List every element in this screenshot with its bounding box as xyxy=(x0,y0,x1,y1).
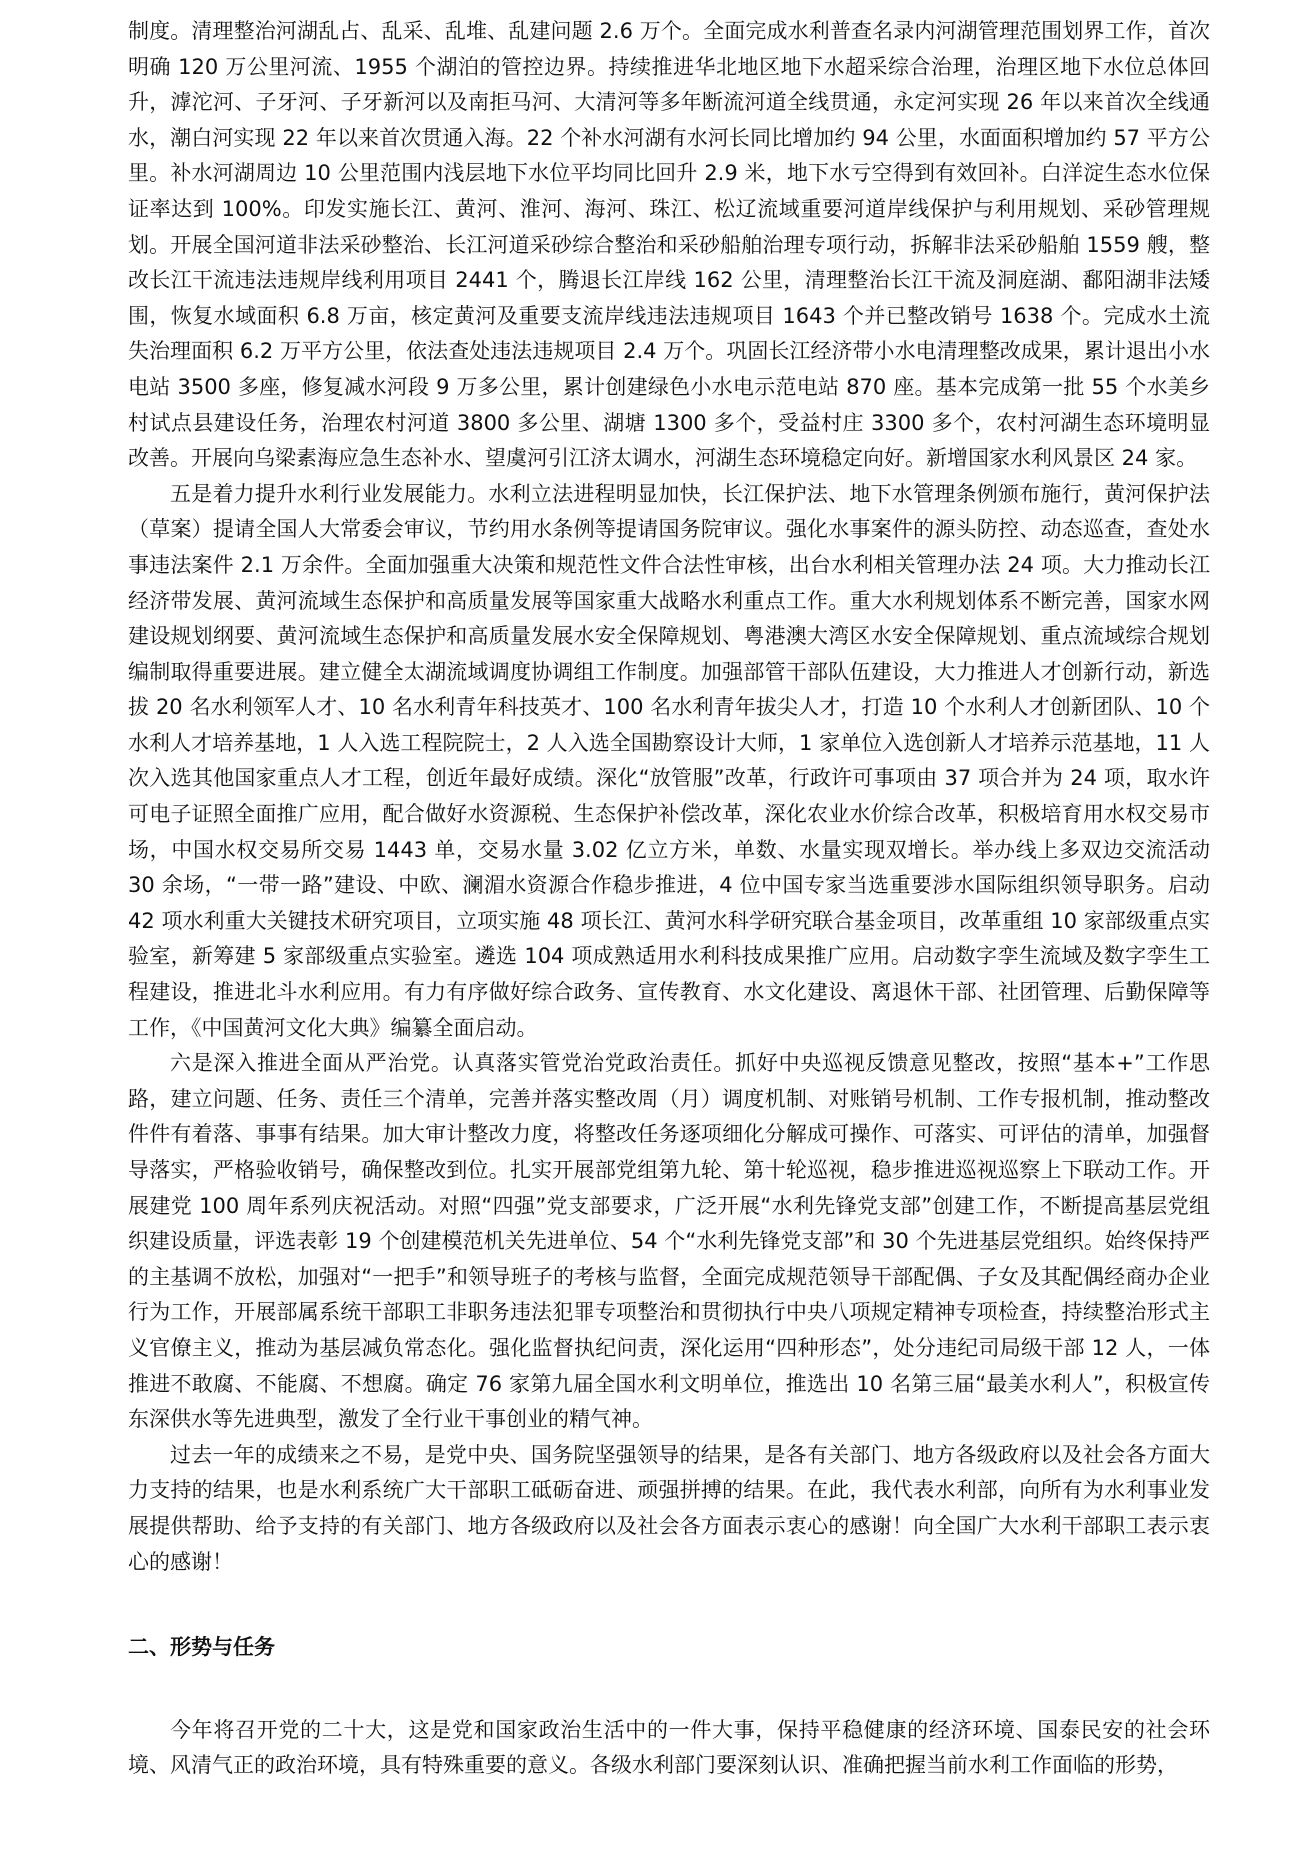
paragraph-industry-capacity: 五是着力提升水利行业发展能力。水利立法进程明显加快，长江保护法、地下水管理条例颁布施行，黄河保护法（草案）提请全国人大常委会审议，节约用水条例等提请国务院审议。强化水事案件的源头防控、动态巡查，查处水事违法案件 2.1 万余件。全面加强重大决策和规范性文件合法性审核，出台水利相关管理办法 24 项。大力推动长江经济带发展、黄河流域生态保护和高质量发展等国家重大战略水利重点工作。重大水利规划体系不断完善，国家水网建设规划纲要、黄河流域生态保护和高质量发展水安全保障规划、粤港澳大湾区水安全保障规划、重点流域综合规划编制取得重要进展。建立健全太湖流域调度协调组工作制度。加强部管干部队伍建设，大力推进人才创新行动，新选拔 20 名水利领军人才、10 名水利青年科技英才、100 名水利青年拔尖人才，打造 10 个水利人才创新团队、10 个水利人才培养基地，1 人入选工程院院士，2 人入选全国勘察设计大师，1 家单位入选创新人才培养示范基地，11 人次入选其他国家重点人才工程，创近年最好成绩。深化“放管服”改革，行政许可事项由 37 项合并为 24 项，取水许可电子证照全面推广应用，配合做好水资源税、生态保护补偿改革，深化农业水价综合改革，积极培育用水权交易市场，中国水权交易所交易 1443 单，交易水量 3.02 亿立方米，单数、水量实现双增长。举办线上多双边交流活动 30 余场，“一带一路”建设、中欧、澜湄水资源合作稳步推进，4 位中国专家当选重要涉水国际组织领导职务。启动 42 项水利重大关键技术研究项目，立项实施 48 项长江、黄河水科学研究联合基金项目，改革重组 10 家部级重点实验室，新筹建 5 家部级重点实验室。遴选 104 项成熟适用水利科技成果推广应用。启动数字孪生流域及数字孪生工程建设，推进北斗水利应用。有力有序做好综合政务、宣传教育、水文化建设、离退休干部、社团管理、后勤保障等工作，《中国黄河文化大典》编纂全面启动。 xyxy=(128,481,1210,1040)
paragraph-situation-tasks: 今年将召开党的二十大，这是党和国家政治生活中的一件大事，保持平稳健康的经济环境、国泰民安的社会环境、风清气正的政治环境，具有特殊重要的意义。各级水利部门要深刻认识、准确把握当前水利工作面临的形势， xyxy=(128,1717,1210,1778)
section-heading: 二、形势与任务 xyxy=(128,1635,275,1660)
paragraph-river-lake-governance: 制度。清理整治河湖乱占、乱采、乱堆、乱建问题 2.6 万个。全面完成水利普查名录内河湖管理范围划界工作，首次明确 120 万公里河流、1955 个湖泊的管控边界。持续推进华北地区地下水超采综合治理，治理区地下水位总体回升，滹沱河、子牙河、子牙新河以及南拒马河、大清河等多年断流河道全线贯通，永定河实现 26 年以来首次全线通水，潮白河实现 22 年以来首次贯通入海。22 个补水河湖有水河长同比增加约 94 公里，水面面积增加约 57 平方公里。补水河湖周边 10 公里范围内浅层地下水位平均同比回升 2.9 米，地下水亏空得到有效回补。白洋淀生态水位保证率达到 100%。印发实施长江、黄河、淮河、海河、珠江、松辽流域重要河道岸线保护与利用规划、采砂管理规划。开展全国河道非法采砂整治、长江河道采砂综合整治和采砂船舶治理专项行动，拆解非法采砂船舶 1559 艘，整改长江干流违法违规岸线利用项目 2441 个，腾退长江岸线 162 公里，清理整治长江干流及洞庭湖、鄱阳湖非法矮围，恢复水域面积 6.8 万亩，核定黄河及重要支流岸线违法违规项目 1643 个并已整改销号 1638 个。完成水土流失治理面积 6.2 万平方公里，依法查处违法违规项目 2.4 万个。巩固长江经济带小水电清理整改成果，累计退出小水电站 3500 多座，修复减水河段 9 万多公里，累计创建绿色小水电示范电站 870 座。基本完成第一批 55 个水美乡村试点县建设任务，治理农村河道 3800 多公里、湖塘 1300 多个，受益村庄 3300 多个，农村河湖生态环境明显改善。开展向乌梁素海应急生态补水、望虞河引江济太调水，河湖生态环境稳定向好。新增国家水利风景区 24 家。 xyxy=(128,19,1210,471)
paragraph-acknowledgements: 过去一年的成绩来之不易，是党中央、国务院坚强领导的结果，是各有关部门、地方各级政府以及社会各方面大力支持的结果，也是水利系统广大干部职工砥砺奋进、顽强拼搏的结果。在此，我代表水利部，向所有为水利事业发展提供帮助、给予支持的有关部门、地方各级政府以及社会各方面表示衷心的感谢！向全国广大水利干部职工表示衷心的感谢！ xyxy=(128,1442,1210,1574)
paragraph-party-governance: 六是深入推进全面从严治党。认真落实管党治党政治责任。抓好中央巡视反馈意见整改，按照“基本+”工作思路，建立问题、任务、责任三个清单，完善并落实整改周（月）调度机制、对账销号机制、工作专报机制，推动整改件件有着落、事事有结果。加大审计整改力度，将整改任务逐项细化分解成可操作、可落实、可评估的清单，加强督导落实，严格验收销号，确保整改到位。扎实开展部党组第九轮、第十轮巡视，稳步推进巡视巡察上下联动工作。开展建党 100 周年系列庆祝活动。对照“四强”党支部要求，广泛开展“水利先锋党支部”创建工作，不断提高基层党组织建设质量，评选表彰 19 个创建模范机关先进单位、54 个“水利先锋党支部”和 30 个先进基层党组织。始终保持严的主基调不放松，加强对“一把手”和领导班子的考核与监督，全面完成规范领导干部配偶、子女及其配偶经商办企业行为工作，开展部属系统干部职工非职务违法犯罪专项整治和贯彻执行中央八项规定精神专项检查，持续整治形式主义官僚主义，推动为基层减负常态化。强化监督执纪问责，深化运用“四种形态”，处分违纪司局级干部 12 人，一体推进不敢腐、不能腐、不想腐。确定 76 家第九届全国水利文明单位，推选出 10 名第三届“最美水利人”，积极宣传东深供水等先进典型，激发了全行业干事创业的精气神。 xyxy=(128,1051,1210,1432)
